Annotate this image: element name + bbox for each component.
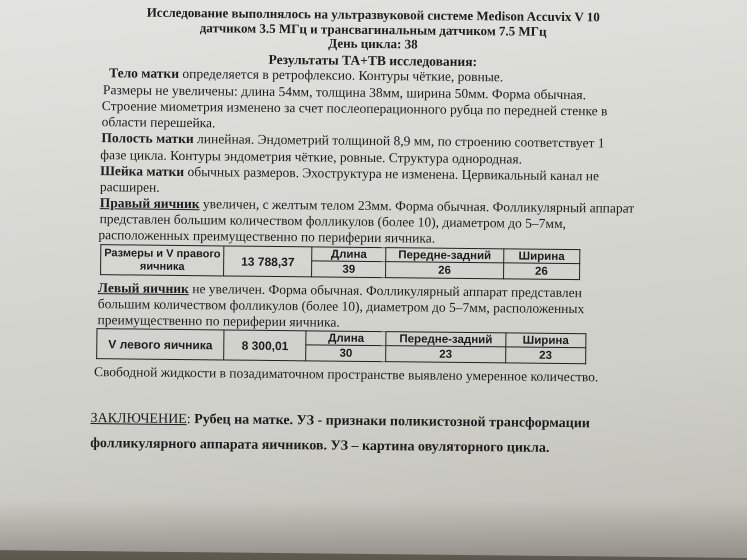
left-ovary-header-ap: Передне-задний — [386, 332, 506, 347]
right-ovary-line-2: представлен большим количеством фолликулов (более 10), диаметром до 5–7мм, — [99, 211, 567, 232]
left-ovary-line-3: преимущественно по периферии яичника. — [97, 312, 340, 330]
right-ovary-width: 26 — [503, 263, 579, 280]
left-ovary-header-width: Ширина — [506, 333, 586, 348]
cervix-line-2: расширен. — [99, 179, 160, 195]
right-ovary-line-3: расположенных преимущественно по периферии яичника. — [98, 227, 436, 246]
left-ovary-ap: 23 — [386, 346, 506, 363]
right-ovary-line-1: Правый яичник увеличен, с желтым телом 23мм. Форма обычная. Фолликулярный аппарат — [99, 195, 635, 216]
right-ovary-header-width: Ширина — [503, 249, 579, 264]
right-ovary-header-ap: Передне-задний — [386, 248, 504, 263]
left-ovary-length: 30 — [306, 345, 386, 362]
conclusion-line-1: ЗАКЛЮЧЕНИЕ: Рубец на матке. УЗ - признаки поликистозной трансформации — [90, 411, 590, 432]
right-ovary-ap: 26 — [386, 262, 504, 279]
right-ovary-length: 39 — [312, 261, 386, 278]
cervix-line-1: Шейка матки обычных размеров. Эхоструктура не изменена. Цервикальный канал не — [100, 163, 600, 184]
right-ovary-volume: 13 788,37 — [224, 246, 312, 277]
left-ovary-header-length: Длина — [306, 331, 386, 346]
conclusion-label: ЗАКЛЮЧЕНИЕ — [90, 411, 187, 428]
conclusion-line-2: фолликулярного аппарата яичников. УЗ – картина овуляторного цикла. — [90, 436, 550, 456]
cervix-label: Шейка матки — [100, 163, 185, 180]
header-line-2: датчиком 3.5 МГц и трансвагинальным датчиком 7.5 МГц — [199, 20, 547, 39]
uterus-body-line-4: области перешейка. — [101, 114, 216, 131]
shadow-edge — [0, 500, 747, 560]
left-ovary-table-label: V левого яичника — [97, 329, 225, 360]
left-ovary-label: Левый яичник — [97, 280, 189, 297]
free-fluid: Свободной жидкости в позадиматочном пространстве выявлено умеренное количество. — [93, 364, 599, 385]
right-ovary-table-label: Размеры и V правого яичника — [101, 245, 225, 276]
left-ovary-line-2: большим количеством фолликулов (более 10), диаметром до 5–7мм, расположенных — [97, 296, 585, 317]
uterus-body-line-3: Строение миометрия изменено за счет послеоперационного рубца по передней стенке в — [101, 98, 608, 119]
cycle-day: День цикла: 38 — [328, 35, 418, 52]
right-ovary-label: Правый яичник — [99, 195, 200, 212]
right-ovary-table — [100, 244, 580, 280]
uterus-cavity-label: Полость матки — [101, 130, 194, 147]
left-ovary-width: 23 — [505, 347, 585, 364]
header-line-1: Исследование выполнялось на ультразвуковой системе Medison Accuvix V 10 — [146, 4, 600, 25]
left-ovary-volume: 8 300,01 — [224, 330, 306, 361]
uterus-cavity-line-2: фазе цикла. Контуры эндометрия чёткие, ровные. Структура однородная. — [100, 147, 523, 167]
right-ovary-header-length: Длина — [312, 247, 386, 262]
uterus-body-label: Тело матки — [109, 65, 180, 81]
left-ovary-line-1: Левый яичник не увеличен. Форма обычная. Фолликулярный аппарат представлен — [97, 280, 582, 301]
uterus-cavity-line-1: Полость матки линейная. Эндометрий толщиной 8,9 мм, по строению соответствует 1 — [101, 130, 605, 151]
uterus-body-line-1: Тело матки определяется в ретрофлексио. Контуры чёткие, ровные. — [109, 65, 504, 85]
uterus-body-line-2: Размеры не увеличены: длина 54мм, толщина 38мм, ширина 50мм. Форма обычная. — [102, 82, 587, 103]
left-ovary-table — [96, 328, 586, 364]
results-title: Результаты ТА+ТВ исследования: — [268, 51, 478, 70]
